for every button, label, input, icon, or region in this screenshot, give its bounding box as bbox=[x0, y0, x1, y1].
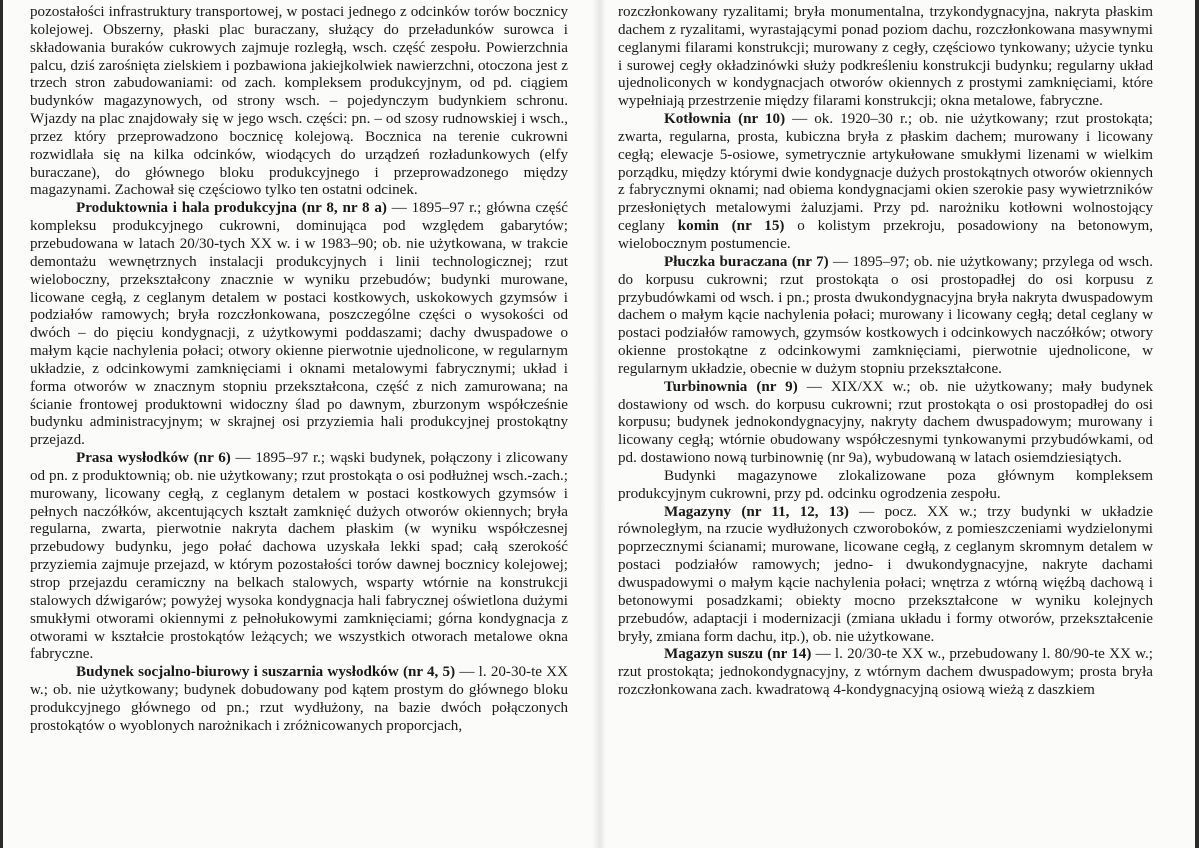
entry-heading: Magazyny (nr 11, 12, 13) bbox=[664, 503, 849, 520]
entry-heading: komin (nr 15) bbox=[677, 218, 785, 235]
paragraph bbox=[30, 450, 568, 664]
paragraph-text: — pocz. XX w.; trzy budynki w układzie równoległym, na rzucie wydłużonych czworoboków, z pomieszczeniami wydzielonymi poprzecznymi ścianami; murowane, licowane cegłą, z ceglanym skromnym detalem w postaci podziałów ramowych; jedno- i dwukondygnacyjne, nakryte dachami dwuspadowymi o małym kącie nachylenia połaci; wnętrza z wtórną więźbą dachową i betonowymi posadzkami; obiekty mocno przekształcone w wyniku kolejnych przebudów, adaptacji i modernizacji (zmiana układu i formy otworów, przekształcenie bryły, zmiana form dachu, itp.), ob. nie użytkowane. bbox=[618, 503, 1154, 645]
scan-edge-left bbox=[0, 0, 3, 848]
entry-heading: Prasa wysłodków (nr 6) bbox=[76, 450, 231, 467]
paragraph-text: Budynki magazynowe zlokalizowane poza głównym kompleksem produkcyjnym cukrowni, przy pd. odcinku ogrodzenia zespołu. bbox=[618, 467, 1153, 502]
entry-heading: Budynek socjalno-biurowy i suszarnia wysłodków (nr 4, 5) bbox=[76, 664, 456, 681]
paragraph-text: o kolistym przekroju, posadowiony na betonowym, wielobocznym postumencie. bbox=[618, 218, 1153, 252]
left-page-column bbox=[30, 4, 568, 736]
paragraph bbox=[30, 200, 568, 450]
entry-heading: Magazyn suszu (nr 14) bbox=[664, 646, 812, 663]
paragraph bbox=[618, 254, 1153, 379]
entry-heading: Produktownia i hala produkcyjna (nr 8, nr 8 a) bbox=[76, 200, 387, 217]
scan-edge-right bbox=[1195, 0, 1199, 848]
paragraph bbox=[618, 379, 1153, 468]
paragraph bbox=[30, 664, 568, 735]
entry-heading: Płuczka buraczana (nr 7) bbox=[664, 253, 829, 270]
paragraph-text: — l. 20-30-te XX w.; ob. nie użytkowany; budynek dobudowany pod kątem prostym do głównego bloku produkcyjnego głównego od pn.; rzut wydłużony, na bazie dwóch połączonych prostokątów o wyoblonych narożnikach i zróżnicowanych proporcjach, bbox=[30, 664, 568, 734]
paragraph-text: — 1895–97; ob. nie użytkowany; przylega od wsch. do korpusu cukrowni; rzut prostokąta o osi prostopadłej do osi korpusu z przybudówkami od wsch. i pn.; prosta dwukondygnacyjna bryła nakryta dwuspadowym dachem o małym kącie nachylenia połaci; murowany i licowany cegłą; detal ceglany w postaci podziałów ramowych, gzymsów kostkowych i odcinkowych naczółków; otwory okienne prostokątne z odcinkowymi zamknięciami, pierwotnie ujednolicone, w regularnym układzie, obecnie w dużym stopniu przekształcone. bbox=[618, 253, 1153, 377]
book-gutter bbox=[592, 0, 606, 848]
paragraph bbox=[618, 4, 1153, 111]
paragraph-text: — ok. 1920–30 r.; ob. nie użytkowany; rzut prostokąta; zwarta, regularna, prosta, kubiczna bryła z płaskim dachem; murowany i licowany cegłą; elewacje 5-osiowe, symetrycznie artykułowane smukłymi lizenami w wielkim porządku, między którymi dwie kondygnacje dużych prostokątnych otworów okiennych z fabrycznymi oknami; nad obiema kondygnacjami okien szerokie pasy wywietrzników przesłoniętych metalowymi żaluzjami. Przy pd. narożniku kotłowni wolnostojący ceglany bbox=[618, 111, 1153, 235]
right-page-column bbox=[618, 4, 1153, 700]
paragraph-text: — l. 20/30-te XX w., przebudowany l. 80/90-te XX w.; rzut prostokąta; jednokondygnacyjny, z wtórnym dachem dwuspadowym; prosta bryła rozczłonkowana zach. kwadratową 4-kondygnacyjną osiową wieżą z daszkiem bbox=[618, 646, 1153, 699]
paragraph-text: pozostałości infrastruktury transportowej, w postaci jednego z odcinków torów bocznicy kolejowej. Obszerny, płaski plac buraczany, służący do przeładunków surowca i składowania buraków cukrowych zajmuje rozległą, wsch. część zespołu. Powierzchnia palcu, dziś zarośnięta zielskiem i pozbawiona jakiejkolwiek nawierzchni, otoczona jest z trzech stron zabudowaniami: od zach. kompleksem produkcyjnym, od pd. ciągiem budynków magazynowych, od strony wsch. – pojedynczym budynkiem schronu. Wjazdy na plac znajdowały się w jego wsch. części: pn. – od szosy rudnowskiej i wsch., przez który przeprowadzono bocznicę kolejową. Bocznica na terenie cukrowni rozwidlała się na kilka odcinków, wiodących do urządzeń rozładunkowych (elfy buraczane), do głównego bloku produkcyjnego i przeprowadzonego między magazynami. Zachował się częściowo tylko ten ostatni odcinek. bbox=[30, 4, 568, 199]
paragraph bbox=[618, 111, 1153, 254]
paragraph-text: — 1895–97 r.; wąski budynek, połączony i zlicowany od pn. z produktownią; ob. nie użytkowany; rzut prostokąta o osi podłużnej wsch.-zach.; murowany, licowany cegłą, z ceglanym detalem w postaci kostkowych gzymsów i pełnych naczółków, akcentujących kształt zamknięć dużych otworów okiennych; bryła regularna, zwarta, pierwotnie nakryta dachem płaskim (w wyniku współczesnej przebudowy budynku, jego połać dachowa uzyskała lekki spad; całą szerokość przyziemia zajmuje przejazd, w którym pozostałości torów dawnej bocznicy kolejowej; strop przejazdu ceramiczny na belkach stalowych, wsparty wtórnie na konstrukcji stalowych dźwigarów; powyżej wysoka kondygnacja hali fabrycznej oświetlona dużymi smukłymi otworami okiennymi z pełnołukowymi zamknięciami; górna kondygnacja z otworami w kształcie prostokątów leżących; we wszystkich otworach metalowe okna fabryczne. bbox=[30, 450, 568, 663]
entry-heading: Kotłownia (nr 10) bbox=[664, 111, 786, 128]
paragraph-text: rozczłonkowany ryzalitami; bryła monumentalna, trzykondygnacyjna, nakryta płaskim dachem z ryzalitami, wyrastającymi ponad poziom dachu, rozczłonkowana masywnymi ceglanymi filarami konstrukcji; murowany z cegły, częściowo tynkowany; użycie tynku i surowej cegły okładzinówki służy podkreśleniu konstrukcji budynku; regularny układ ujednoliconych w kondygnacjach otworów okiennych z prostymi zamknięciami, które wypełniają przestrzenie między filarami konstrukcji; okna metalowe, fabryczne. bbox=[618, 4, 1153, 110]
paragraph bbox=[30, 4, 568, 200]
paragraph bbox=[618, 504, 1153, 647]
paragraph-text: — 1895–97 r.; główna część kompleksu produkcyjnego cukrowni, dominująca pod względem gabarytów; przebudowana w latach 20/30-tych XX w. i w 1983–90; ob. nie użytkowana, w trakcie demontażu wewnętrznych instalacji produkcyjnych i linii technologicznej; rzut wieloboczny, przekształcony znacznie w wyniku przebudów; budynki murowane, licowane cegłą, z ceglanym detalem w postaci kostkowych, uskokowych gzymsów i podziałów ramowych; bryła rozczłonkowana, poszczególne części o wysokości od dwóch – do pięciu kondygnacji, z użytkowymi poddaszami; dachy dwuspadowe o małym kącie nachylenia połaci; otwory okienne pierwotnie ujednolicone, w regularnym układzie, z odcinkowymi zamknięciami i oknami metalowymi fabrycznymi; układ i forma otworów w znacznym stopniu przekształcona, część z nich zamurowana; na ścianie frontowej produktowni widoczny ślad po dawnym, zburzonym współcześnie budynku administracyjnym; w skrajnej osi przyziemia hali produkcyjnej prostokątny przejazd. bbox=[30, 200, 568, 449]
paragraph bbox=[618, 646, 1153, 700]
paragraph bbox=[618, 468, 1153, 504]
paragraph-text: — XIX/XX w.; ob. nie użytkowany; mały budynek dostawiony od wsch. do korpusu cukrowni; rzut prostokąta o osi prostopadłej do osi korpusu; budynek jednokondygnacyjny, nakryty dachem dwuspadowym; murowany i licowany cegłą; wtórnie obudowany współczesnymi tynkowanymi przybudówkami, od pd. dostawiono nową turbinownię (nr 9a), wybudowaną w latach osiemdziesiątych. bbox=[618, 378, 1153, 467]
entry-heading: Turbinownia (nr 9) bbox=[664, 378, 798, 395]
